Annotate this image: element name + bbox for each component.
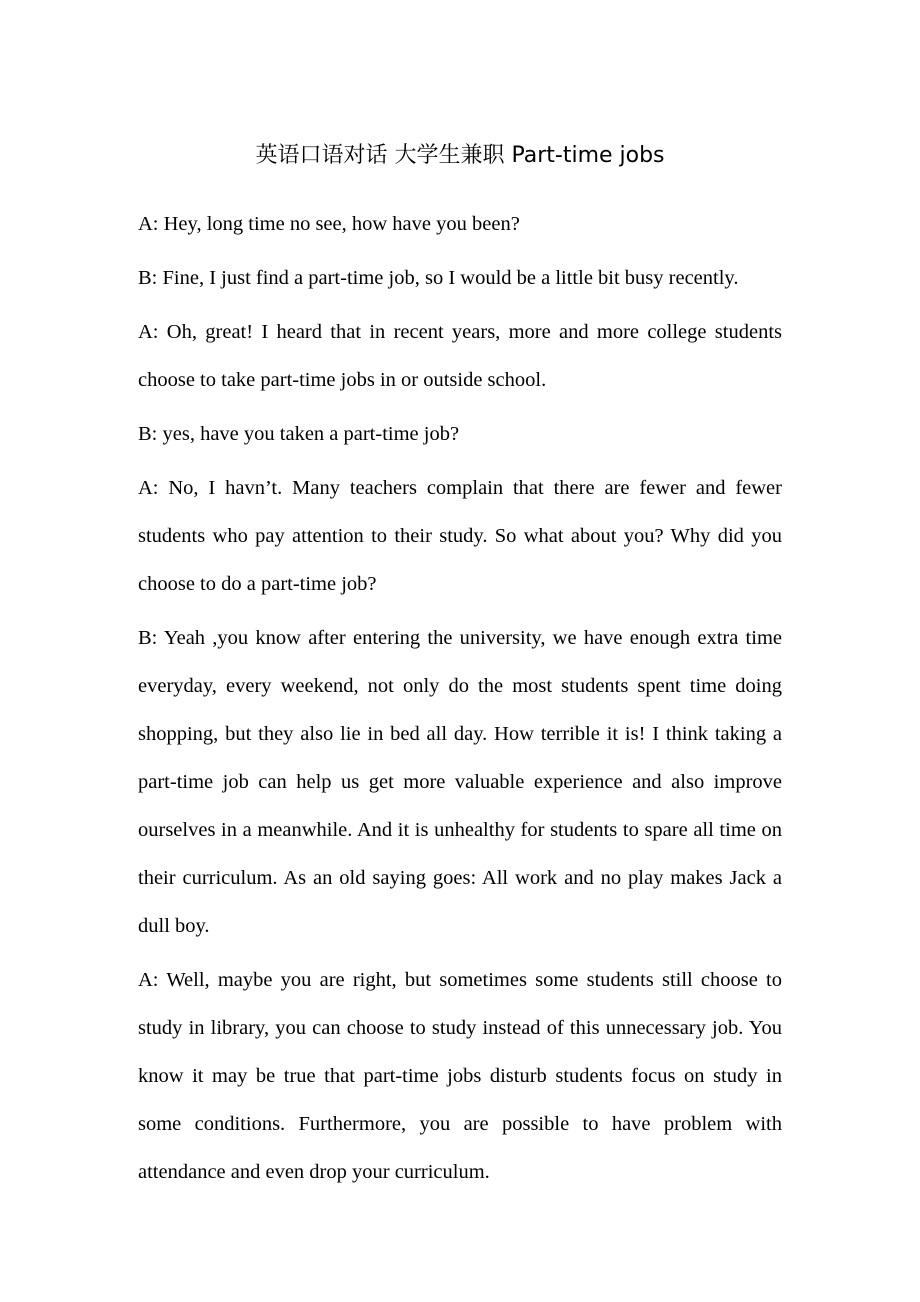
- dialogue-line-b-question: B: yes, have you taken a part-time job?: [138, 423, 460, 445]
- dialogue-line-b-reasons: B: Yeah ,you know after entering the university, we have enough extra time everyday, every weekend, not only do the most students spent time doing shopping, but they also lie in bed all day. How terrible it is! I think taking a part-time job can help us get more valuable experience and also improve ourselves in a meanwhile. And it is unhealthy for students to spare all time on their curriculum. As an old saying goes: All work and no play makes Jack a dull boy.: [138, 627, 782, 937]
- dialogue-body: [138, 200, 782, 1202]
- dialogue-line-a-trend: A: Oh, great! I heard that in recent years, more and more college students choose to take part-time jobs in or outside school.: [138, 321, 782, 391]
- document-title: 英语口语对话 大学生兼职 Part-time jobs: [255, 143, 665, 168]
- dialogue-line-a-concern: A: No, I havn’t. Many teachers complain that there are fewer and fewer students who pay attention to their study. So what about you? Why did you choose to do a part-time job?: [138, 477, 782, 595]
- dialogue-line-a-greeting: A: Hey, long time no see, how have you been?: [138, 213, 520, 235]
- dialogue-line-a-counterpoint: A: Well, maybe you are right, but sometimes some students still choose to study in library, you can choose to study instead of this unnecessary job. You know it may be true that part-time jobs disturb students focus on study in some conditions. Furthermore, you are possible to have problem with attendance and even drop your curriculum.: [138, 969, 782, 1183]
- dialogue-line-b-reply: B: Fine, I just find a part-time job, so I would be a little bit busy recently.: [138, 267, 739, 289]
